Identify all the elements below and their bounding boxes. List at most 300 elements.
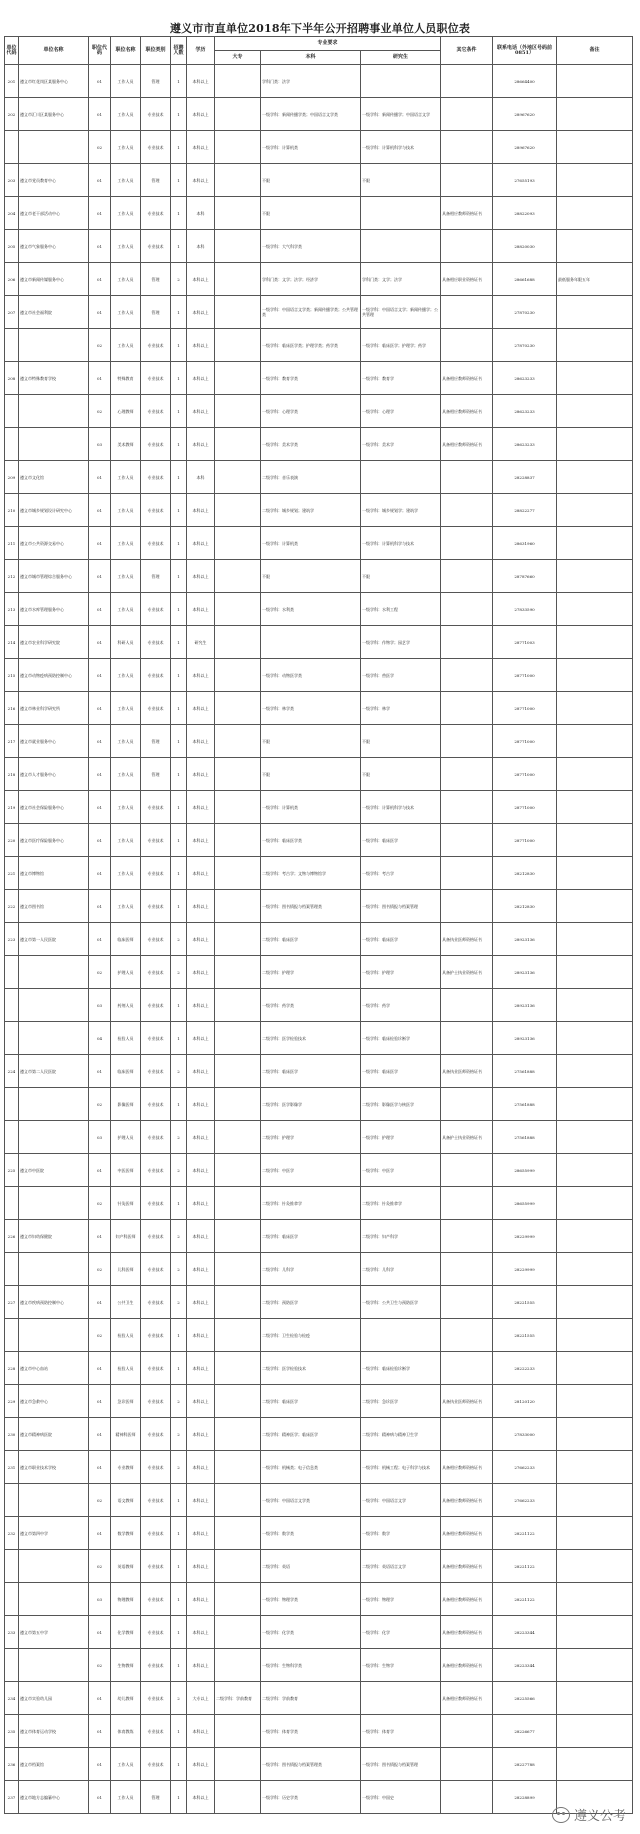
cell-bk: 一级学科：动物医学类	[261, 659, 361, 692]
cell-other	[441, 758, 493, 791]
cell-unit: 遵义市第一人民医院	[19, 923, 89, 956]
col-major-yjs: 研究生	[361, 51, 441, 65]
cell-yjs: 一级学科：美术学	[361, 428, 441, 461]
table-row	[5, 1748, 633, 1781]
cell-num: 1	[171, 1022, 187, 1055]
cell-edu: 本科以上	[187, 824, 215, 857]
cell-phone: 28212830	[493, 857, 557, 890]
col-dept-code: 单位代码	[5, 37, 19, 65]
cell-unit	[19, 1088, 89, 1121]
cell-bk: 二级学科：预防医学	[261, 1286, 361, 1319]
cell-bk: 二级学科：英语	[261, 1550, 361, 1583]
cell-dz	[215, 1220, 261, 1253]
col-other: 其它条件	[441, 37, 493, 65]
table-row	[5, 791, 633, 824]
cell-dept	[5, 1187, 19, 1220]
cell-name: 化学教师	[111, 1616, 141, 1649]
cell-type: 专业技术	[141, 1550, 171, 1583]
cell-unit: 遵义市地方志编纂中心	[19, 1781, 89, 1814]
cell-type: 专业技术	[141, 857, 171, 890]
cell-bk: 一级学科：计算机类	[261, 791, 361, 824]
cell-edu: 本科以上	[187, 758, 215, 791]
cell-dz	[215, 230, 261, 263]
cell-dz	[215, 98, 261, 131]
cell-name: 工作人员	[111, 1748, 141, 1781]
cell-edu: 本科以上	[187, 1748, 215, 1781]
cell-other	[441, 494, 493, 527]
cell-type: 专业技术	[141, 692, 171, 725]
cell-edu: 本科以上	[187, 1517, 215, 1550]
cell-bk: 二级学科：针灸推拿学	[261, 1187, 361, 1220]
cell-unit: 遵义市城乡规划设计研究中心	[19, 494, 89, 527]
table-row	[5, 461, 633, 494]
cell-num: 1	[171, 230, 187, 263]
cell-remark	[557, 1253, 633, 1286]
cell-other: 具备相应教师资格证书	[441, 1616, 493, 1649]
cell-phone: 27561888	[493, 1055, 557, 1088]
cell-bk: 二级学科：医学检验技术	[261, 1022, 361, 1055]
cell-yjs: 一级学科：临床医学	[361, 824, 441, 857]
cell-type: 专业技术	[141, 1154, 171, 1187]
cell-dz	[215, 65, 261, 98]
cell-num: 1	[171, 527, 187, 560]
cell-name: 英语教师	[111, 1550, 141, 1583]
cell-bk: 一级学科：化学类	[261, 1616, 361, 1649]
cell-code: 02	[89, 1550, 111, 1583]
cell-code: 02	[89, 956, 111, 989]
cell-bk: 二级学科：临床医学	[261, 1055, 361, 1088]
cell-edu: 研究生	[187, 626, 215, 659]
cell-other	[441, 131, 493, 164]
cell-phone: 28623233	[493, 428, 557, 461]
cell-remark: 最低服务年限五年	[557, 263, 633, 296]
page-title: 遵义市市直单位2018年下半年公开招聘事业单位人员职位表	[169, 22, 471, 35]
cell-phone: 28623233	[493, 362, 557, 395]
cell-bk: 不限	[261, 560, 361, 593]
table-row	[5, 593, 633, 626]
cell-dept: 204	[5, 197, 19, 230]
cell-dz	[215, 857, 261, 890]
watermark-text: 遵义公考	[573, 1809, 626, 1824]
cell-num: 2	[171, 956, 187, 989]
cell-remark	[557, 428, 633, 461]
cell-num: 1	[171, 1484, 187, 1517]
cell-code: 03	[89, 1583, 111, 1616]
cell-other	[441, 461, 493, 494]
col-phone: 联系电话（外地区号码前0851）	[493, 37, 557, 65]
cell-dz	[215, 1385, 261, 1418]
cell-name: 工作人员	[111, 98, 141, 131]
cell-num: 2	[171, 1121, 187, 1154]
cell-yjs: 二级学科：妇产科学	[361, 1220, 441, 1253]
cell-bk: 二级学科：学前教育	[261, 1682, 361, 1715]
cell-other	[441, 296, 493, 329]
table-row	[5, 1682, 633, 1715]
cell-num: 1	[171, 1319, 187, 1352]
cell-other	[441, 1748, 493, 1781]
table-row	[5, 1088, 633, 1121]
cell-other	[441, 1220, 493, 1253]
cell-edu: 本科以上	[187, 494, 215, 527]
cell-other	[441, 890, 493, 923]
cell-bk: 学科门类：法学	[261, 65, 361, 98]
cell-type: 专业技术	[141, 1616, 171, 1649]
cell-bk: 一级学科：临床医学类	[261, 824, 361, 857]
cell-bk: 一级学科：机械类；电子信息类	[261, 1451, 361, 1484]
cell-name: 临床医师	[111, 923, 141, 956]
cell-dz	[215, 1451, 261, 1484]
cell-remark	[557, 1121, 633, 1154]
cell-name: 工作人员	[111, 296, 141, 329]
cell-dept	[5, 428, 19, 461]
cell-name: 精神科医师	[111, 1418, 141, 1451]
cell-type: 专业技术	[141, 230, 171, 263]
cell-name: 物理教师	[111, 1583, 141, 1616]
cell-yjs: 二级学科：精神病与精神卫生学	[361, 1418, 441, 1451]
cell-phone: 28923136	[493, 923, 557, 956]
cell-type: 专业技术	[141, 1055, 171, 1088]
cell-num: 2	[171, 1682, 187, 1715]
cell-phone: 27833000	[493, 1418, 557, 1451]
cell-remark	[557, 791, 633, 824]
cell-name: 工作人员	[111, 758, 141, 791]
cell-type: 专业技术	[141, 527, 171, 560]
cell-unit: 遵义市社会保险服务中心	[19, 791, 89, 824]
cell-edu: 本科以上	[187, 164, 215, 197]
cell-remark	[557, 494, 633, 527]
cell-dz	[215, 263, 261, 296]
cell-name: 工作人员	[111, 593, 141, 626]
cell-dz	[215, 1253, 261, 1286]
cell-bk: 一级学科：数学类	[261, 1517, 361, 1550]
cell-num: 1	[171, 791, 187, 824]
cell-bk: 一级学科：药学类	[261, 989, 361, 1022]
cell-type: 专业技术	[141, 1319, 171, 1352]
cell-dept: 237	[5, 1781, 19, 1814]
job-table-wrapper	[4, 36, 632, 1831]
cell-edu: 本科以上	[187, 395, 215, 428]
cell-other	[441, 1781, 493, 1814]
cell-remark	[557, 989, 633, 1022]
cell-dept	[5, 329, 19, 362]
cell-yjs: 二级学科：影像医学与核医学	[361, 1088, 441, 1121]
cell-dept: 217	[5, 725, 19, 758]
cell-num: 1	[171, 824, 187, 857]
cell-phone: 28771003	[493, 626, 557, 659]
cell-dz	[215, 1484, 261, 1517]
cell-bk: 一级学科：中国语言文学类	[261, 1484, 361, 1517]
cell-other: 具备护士执业资格证书	[441, 956, 493, 989]
table-row	[5, 1649, 633, 1682]
cell-edu: 本科以上	[187, 1088, 215, 1121]
cell-name: 工作人员	[111, 1781, 141, 1814]
cell-dept	[5, 1550, 19, 1583]
cell-phone: 27655193	[493, 164, 557, 197]
cell-dept: 226	[5, 1220, 19, 1253]
cell-name: 专业教师	[111, 1451, 141, 1484]
table-row	[5, 1253, 633, 1286]
cell-dz	[215, 725, 261, 758]
cell-other	[441, 692, 493, 725]
table-row	[5, 362, 633, 395]
cell-num: 1	[171, 1583, 187, 1616]
cell-dz	[215, 1781, 261, 1814]
table-row	[5, 1418, 633, 1451]
cell-num: 1	[171, 725, 187, 758]
cell-unit	[19, 1583, 89, 1616]
cell-dz	[215, 1319, 261, 1352]
col-major-dz: 大专	[215, 51, 261, 65]
cell-other: 具备相应教师资格证书	[441, 1583, 493, 1616]
cell-dz	[215, 1550, 261, 1583]
cell-phone: 28221555	[493, 1286, 557, 1319]
cell-name: 工作人员	[111, 692, 141, 725]
cell-other: 具备相应教师资格证书	[441, 362, 493, 395]
cell-type: 专业技术	[141, 1682, 171, 1715]
cell-dept: 221	[5, 857, 19, 890]
cell-yjs: 一级学科：化学	[361, 1616, 441, 1649]
cell-name: 数学教师	[111, 1517, 141, 1550]
cell-edu: 本科以上	[187, 1352, 215, 1385]
cell-type: 专业技术	[141, 1088, 171, 1121]
cell-edu: 本科以上	[187, 1715, 215, 1748]
cell-type: 管理	[141, 296, 171, 329]
cell-dept: 236	[5, 1748, 19, 1781]
cell-num: 1	[171, 494, 187, 527]
cell-unit: 遵义市档案馆	[19, 1748, 89, 1781]
cell-phone: 28229999	[493, 1253, 557, 1286]
cell-yjs: 一级学科：教育学	[361, 362, 441, 395]
cell-code: 01	[89, 725, 111, 758]
cell-name: 体育教练	[111, 1715, 141, 1748]
cell-other	[441, 230, 493, 263]
cell-unit: 遵义市红花岗区某服务中心	[19, 65, 89, 98]
cell-dept: 205	[5, 230, 19, 263]
cell-unit	[19, 1121, 89, 1154]
cell-name: 妇产科医师	[111, 1220, 141, 1253]
cell-edu: 本科	[187, 461, 215, 494]
cell-code: 01	[89, 1715, 111, 1748]
cell-code: 01	[89, 164, 111, 197]
cell-dept	[5, 1022, 19, 1055]
cell-type: 专业技术	[141, 329, 171, 362]
cell-remark	[557, 1385, 633, 1418]
cell-code: 02	[89, 1484, 111, 1517]
cell-code: 01	[89, 1055, 111, 1088]
cell-remark	[557, 164, 633, 197]
cell-remark	[557, 758, 633, 791]
cell-phone: 28227788	[493, 1748, 557, 1781]
cell-yjs	[361, 65, 441, 98]
cell-dz	[215, 461, 261, 494]
cell-yjs: 不限	[361, 758, 441, 791]
cell-unit: 遵义市城市管理综合服务中心	[19, 560, 89, 593]
cell-yjs: 不限	[361, 560, 441, 593]
cell-dz	[215, 296, 261, 329]
cell-yjs	[361, 1319, 441, 1352]
cell-name: 针灸医师	[111, 1187, 141, 1220]
cell-other: 具备相应教师资格证书	[441, 428, 493, 461]
cell-unit: 遵义市气象服务中心	[19, 230, 89, 263]
cell-num: 1	[171, 296, 187, 329]
col-unit-name: 单位名称	[19, 37, 89, 65]
cell-bk: 一级学科：生物科学类	[261, 1649, 361, 1682]
cell-dept: 233	[5, 1616, 19, 1649]
cell-edu: 本科以上	[187, 593, 215, 626]
cell-code: 01	[89, 1418, 111, 1451]
cell-bk	[261, 626, 361, 659]
cell-phone: 27870230	[493, 296, 557, 329]
cell-name: 公共卫生	[111, 1286, 141, 1319]
cell-dz	[215, 923, 261, 956]
cell-phone: 28820030	[493, 230, 557, 263]
wechat-icon	[552, 1807, 570, 1823]
cell-edu: 本科以上	[187, 1781, 215, 1814]
cell-name: 工作人员	[111, 329, 141, 362]
cell-phone: 28221555	[493, 1319, 557, 1352]
cell-other	[441, 164, 493, 197]
cell-name: 生物教师	[111, 1649, 141, 1682]
cell-code: 01	[89, 659, 111, 692]
cell-type: 专业技术	[141, 1451, 171, 1484]
cell-phone: 28223344	[493, 1649, 557, 1682]
cell-code: 01	[89, 1616, 111, 1649]
cell-type: 专业技术	[141, 1253, 171, 1286]
table-row	[5, 1352, 633, 1385]
cell-type: 专业技术	[141, 1649, 171, 1682]
cell-remark	[557, 1715, 633, 1748]
cell-dz	[215, 1616, 261, 1649]
cell-name: 药剂人员	[111, 989, 141, 1022]
cell-yjs: 一级学科：临床检验诊断学	[361, 1022, 441, 1055]
cell-dept: 213	[5, 593, 19, 626]
cell-yjs: 一级学科：计算机科学与技术	[361, 131, 441, 164]
cell-code: 01	[89, 1682, 111, 1715]
cell-type: 专业技术	[141, 1748, 171, 1781]
cell-dept: 215	[5, 659, 19, 692]
cell-yjs: 一级学科：中国语言文学	[361, 1484, 441, 1517]
cell-unit: 遵义市第四中学	[19, 1517, 89, 1550]
cell-phone: 28655999	[493, 1154, 557, 1187]
cell-type: 专业技术	[141, 461, 171, 494]
cell-remark	[557, 1517, 633, 1550]
cell-type: 管理	[141, 1781, 171, 1814]
cell-unit: 遵义市急救中心	[19, 1385, 89, 1418]
cell-phone: 28655999	[493, 1187, 557, 1220]
cell-edu: 本科以上	[187, 263, 215, 296]
cell-dz	[215, 1286, 261, 1319]
table-row	[5, 1550, 633, 1583]
cell-edu: 大专以上	[187, 1682, 215, 1715]
cell-yjs: 一级学科：心理学	[361, 395, 441, 428]
cell-phone: 27561888	[493, 1088, 557, 1121]
table-row	[5, 1154, 633, 1187]
cell-yjs: 一级学科：体育学	[361, 1715, 441, 1748]
cell-dz	[215, 560, 261, 593]
cell-bk: 二级学科：医学检验技术	[261, 1352, 361, 1385]
cell-edu: 本科以上	[187, 527, 215, 560]
table-row	[5, 725, 633, 758]
cell-unit: 遵义市医疗保险服务中心	[19, 824, 89, 857]
table-row	[5, 527, 633, 560]
cell-type: 专业技术	[141, 1715, 171, 1748]
cell-dept	[5, 1088, 19, 1121]
cell-remark	[557, 923, 633, 956]
cell-dept: 224	[5, 1055, 19, 1088]
cell-edu: 本科以上	[187, 1319, 215, 1352]
cell-num: 1	[171, 197, 187, 230]
cell-name: 工作人员	[111, 494, 141, 527]
cell-remark	[557, 1022, 633, 1055]
cell-dz	[215, 758, 261, 791]
cell-dz	[215, 1517, 261, 1550]
cell-remark	[557, 65, 633, 98]
cell-phone: 28967620	[493, 98, 557, 131]
cell-remark	[557, 1748, 633, 1781]
cell-type: 专业技术	[141, 956, 171, 989]
cell-phone: 28228837	[493, 461, 557, 494]
cell-type: 专业技术	[141, 395, 171, 428]
table-row	[5, 923, 633, 956]
cell-yjs: 二级学科：儿科学	[361, 1253, 441, 1286]
cell-num: 2	[171, 923, 187, 956]
cell-name: 心理教师	[111, 395, 141, 428]
table-row	[5, 989, 633, 1022]
cell-unit: 遵义市公共资源交易中心	[19, 527, 89, 560]
cell-num: 2	[171, 1154, 187, 1187]
cell-bk: 一级学科：物理学类	[261, 1583, 361, 1616]
cell-name: 儿科医师	[111, 1253, 141, 1286]
cell-type: 专业技术	[141, 1220, 171, 1253]
cell-name: 护理人员	[111, 956, 141, 989]
cell-name: 工作人员	[111, 857, 141, 890]
table-row	[5, 329, 633, 362]
cell-code: 01	[89, 1286, 111, 1319]
table-row	[5, 857, 633, 890]
cell-name: 工作人员	[111, 824, 141, 857]
cell-remark	[557, 329, 633, 362]
cell-phone: 28221122	[493, 1583, 557, 1616]
cell-num: 1	[171, 1352, 187, 1385]
cell-dept: 220	[5, 824, 19, 857]
cell-other	[441, 791, 493, 824]
cell-dept: 211	[5, 527, 19, 560]
cell-num: 1	[171, 989, 187, 1022]
cell-dz	[215, 1715, 261, 1748]
cell-name: 工作人员	[111, 659, 141, 692]
cell-remark	[557, 857, 633, 890]
cell-remark	[557, 626, 633, 659]
cell-edu: 本科	[187, 197, 215, 230]
cell-code: 01	[89, 197, 111, 230]
table-row	[5, 263, 633, 296]
cell-unit: 遵义市图书馆	[19, 890, 89, 923]
cell-other: 具备相应教师资格证书	[441, 395, 493, 428]
cell-dept: 229	[5, 1385, 19, 1418]
cell-edu: 本科以上	[187, 296, 215, 329]
table-header-row	[5, 37, 633, 51]
cell-dept	[5, 1583, 19, 1616]
cell-bk: 一级学科：计算机类	[261, 527, 361, 560]
cell-yjs: 一级学科：兽医学	[361, 659, 441, 692]
table-row	[5, 1385, 633, 1418]
cell-edu: 本科以上	[187, 659, 215, 692]
table-row	[5, 131, 633, 164]
cell-num: 1	[171, 1088, 187, 1121]
cell-phone: 28221122	[493, 1550, 557, 1583]
cell-type: 专业技术	[141, 791, 171, 824]
cell-other: 具备相应教师资格证书	[441, 1550, 493, 1583]
